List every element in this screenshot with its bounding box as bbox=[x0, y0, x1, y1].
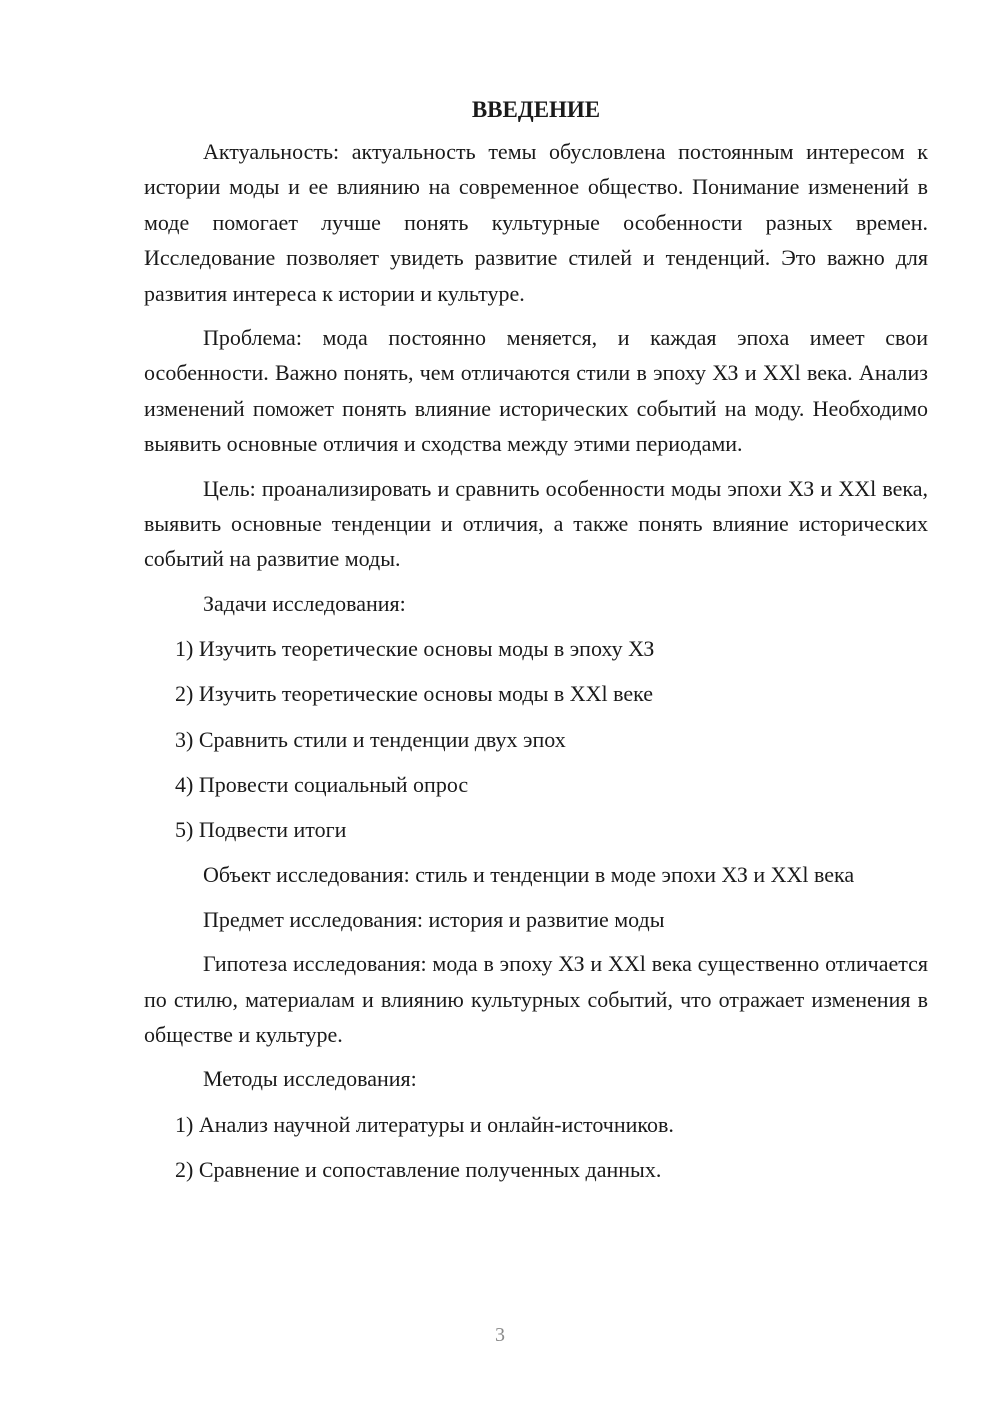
page-title: ВВЕДЕНИЕ bbox=[471, 97, 601, 122]
list-item: 2) Изучить теоретические основы моды в XXl веке bbox=[175, 681, 654, 707]
subject-paragraph: Предмет исследования: история и развитие моды bbox=[203, 906, 665, 932]
hypothesis-paragraph: Гипотеза исследования: мода в эпоху ХЗ и XXl века существенно отличается по стилю, материалам и влиянию культурных событий, что отражает изменения в обществе и культуре. bbox=[144, 951, 928, 1047]
document-page bbox=[144, 90, 928, 1197]
page-number: 3 bbox=[495, 1324, 505, 1346]
object-paragraph: Объект исследования: стиль и тенденции в моде эпохи ХЗ и XXl века bbox=[203, 862, 855, 888]
list-item: 1) Анализ научной литературы и онлайн-источников. bbox=[175, 1111, 674, 1137]
tasks-heading: Задачи исследования: bbox=[203, 590, 406, 616]
list-item: 4) Провести социальный опрос bbox=[175, 771, 469, 797]
methods-list bbox=[144, 1107, 928, 1188]
relevance-paragraph: Актуальность: актуальность темы обусловлена постоянным интересом к истории моды и ее влиянию на современное общество. Понимание изменений в моде помогает лучше понять культурные особенности разных времен. Исследование позволяет увидеть развитие стилей и тенденций. Это важно для развития интереса к истории и культуре. bbox=[144, 139, 928, 306]
list-item: 3) Сравнить стили и тенденции двух эпох bbox=[175, 726, 566, 752]
problem-paragraph: Проблема: мода постоянно меняется, и каждая эпоха имеет свои особенности. Важно понять, чем отличаются стили в эпоху ХЗ и XXl века. Анализ изменений поможет понять влияние исторических событий на моду. Необходимо выявить основные отличия и сходства между этими периодами. bbox=[144, 325, 928, 457]
tasks-list bbox=[144, 631, 928, 847]
methods-heading: Методы исследования: bbox=[203, 1066, 417, 1092]
goal-paragraph: Цель: проанализировать и сравнить особенности моды эпохи ХЗ и XXl века, выявить основные тенденции и отличия, а также понять влияние исторических событий на развитие моды. bbox=[144, 475, 928, 572]
list-item: 2) Сравнение и сопоставление полученных данных. bbox=[175, 1156, 662, 1182]
list-item: 5) Подвести итоги bbox=[175, 817, 347, 843]
list-item: 1) Изучить теоретические основы моды в эпоху ХЗ bbox=[175, 636, 655, 662]
